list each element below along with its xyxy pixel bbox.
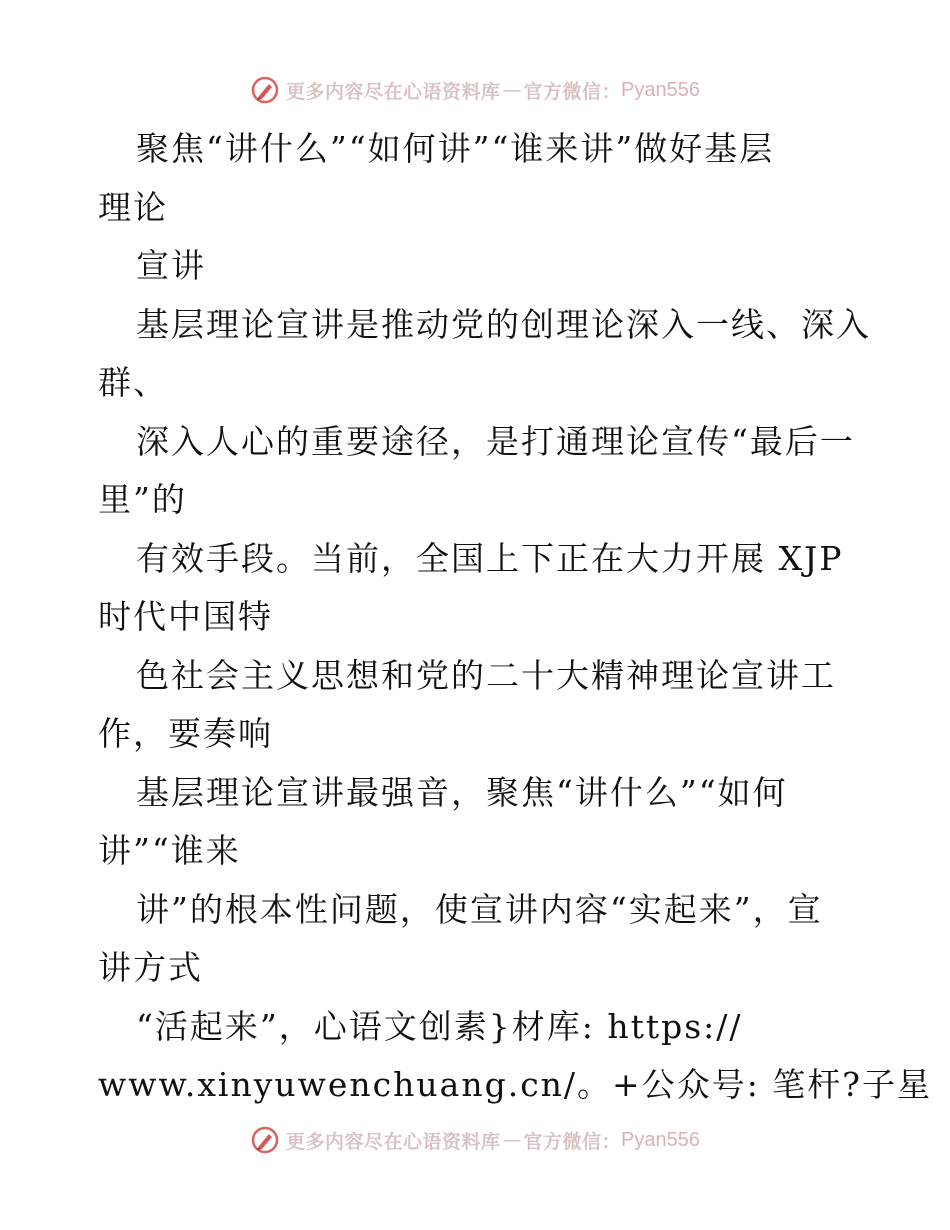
watermark-separator: —: [502, 1129, 522, 1151]
watermark-wechat-id: Pyan556: [621, 1128, 700, 1151]
text-line: 群、: [98, 363, 168, 402]
text-line: 深入人心的重要途径，是打通理论宣传“最后一: [136, 421, 855, 461]
text-line: 基层理论宣讲最强音，聚焦“讲什么”“如何: [136, 772, 788, 812]
watermark-wechat-prefix: 官方微信：: [523, 1130, 622, 1153]
text-line: 讲”的根本性问题，使宣讲内容“实起来”，宣: [136, 889, 823, 929]
footer-watermark: [0, 1120, 950, 1160]
watermark-wechat-id: Pyan556: [621, 78, 700, 101]
text-line: 作，要奏响: [98, 714, 273, 753]
pen-logo-icon: [250, 1125, 280, 1155]
text-line: 讲”“谁来: [98, 831, 241, 870]
text-line: 基层理论宣讲是推动党的创理论深入一线、深入: [136, 304, 871, 344]
text-line: “活起来”，心语文创素}材库: https://: [136, 1006, 743, 1046]
text-line: 讲方式: [98, 948, 203, 987]
text-line: www.xinyuwenchuang.cn/。+公众号: 笔杆?子星: [98, 1065, 932, 1104]
watermark-separator: —: [502, 79, 522, 101]
header-watermark: [0, 70, 950, 110]
text-line: 里”的: [98, 480, 187, 519]
watermark-wechat-prefix: 官方微信：: [523, 80, 622, 103]
text-line: 时代中国特: [98, 597, 273, 636]
watermark-brand-text: 更多内容尽在心语资料库: [286, 1130, 501, 1153]
pen-logo-icon: [250, 75, 280, 105]
text-line: 色社会主义思想和党的二十大精神理论宣讲工: [136, 655, 836, 695]
text-line: 有效手段。当前，全国上下正在大力开展 XJP: [136, 538, 844, 578]
text-line: 宣讲: [136, 246, 206, 285]
text-line: 理论: [98, 187, 168, 227]
text-line: 聚焦“讲什么”“如何讲”“谁来讲”做好基层: [136, 129, 775, 168]
watermark-brand-text: 更多内容尽在心语资料库: [286, 80, 501, 103]
document-body: [98, 120, 932, 1115]
